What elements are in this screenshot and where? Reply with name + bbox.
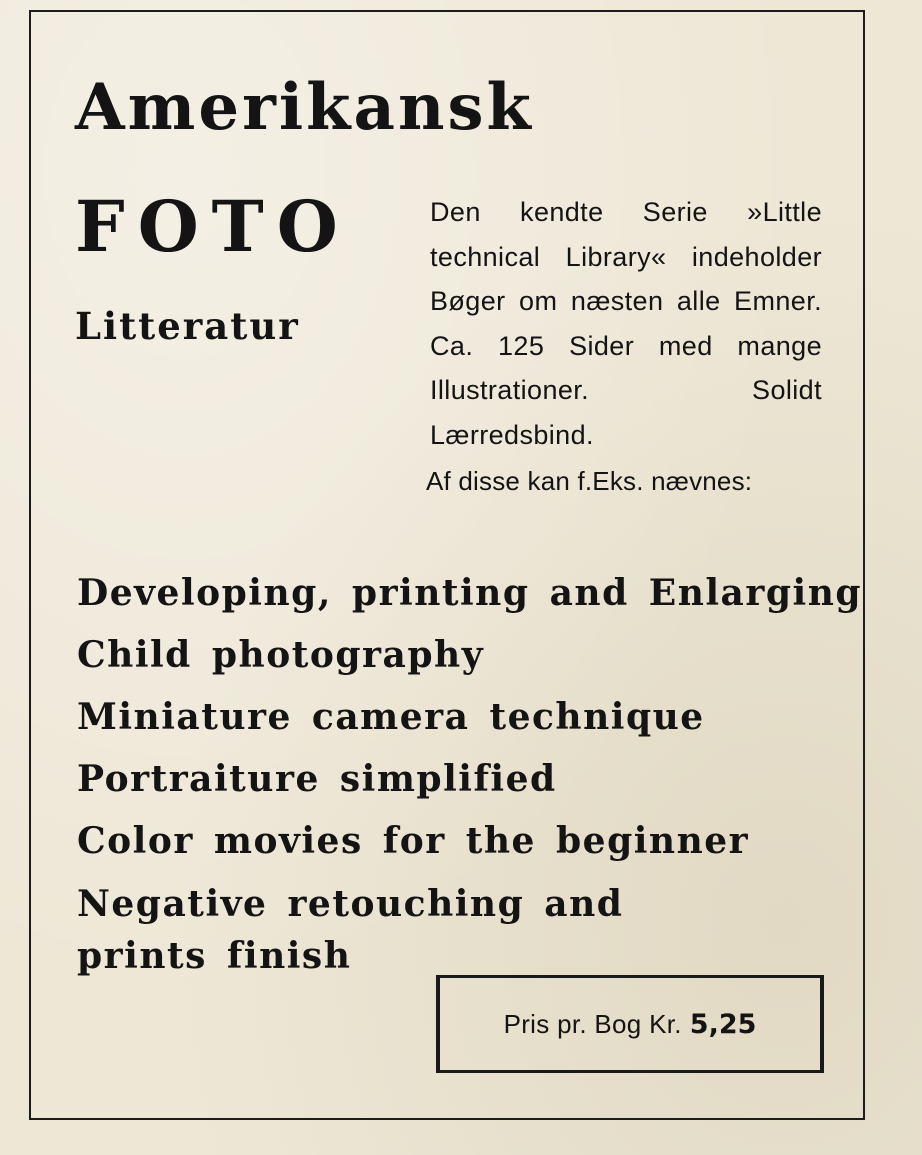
examples-intro: Af disse kan f.Eks. nævnes: [426, 466, 753, 496]
book-title: Portraiture simplified [77, 758, 557, 800]
book-title: Negative retouching and prints finish [77, 883, 624, 977]
book-title: Developing, printing and Enlarging [77, 572, 863, 614]
book-title: Color movies for the beginner [77, 820, 750, 862]
price-value: 5,25 [689, 1008, 757, 1040]
book-title-list [77, 562, 863, 982]
headline: Amerikansk [75, 70, 534, 145]
price-box [436, 975, 824, 1073]
book-title: Miniature camera technique [77, 696, 705, 738]
price-label: Pris pr. Bog Kr. [503, 1008, 682, 1039]
subject-heading: FOTO [75, 185, 351, 268]
series-description: Den kendte Serie »Little technical Library« indeholder Bøger om næsten alle Emner. Ca. 125 Sider med mange Illustrationer. Solidt Lærredsbind. [430, 197, 822, 450]
book-title: Child photography [77, 634, 485, 676]
category-heading: Litteratur [75, 304, 300, 348]
